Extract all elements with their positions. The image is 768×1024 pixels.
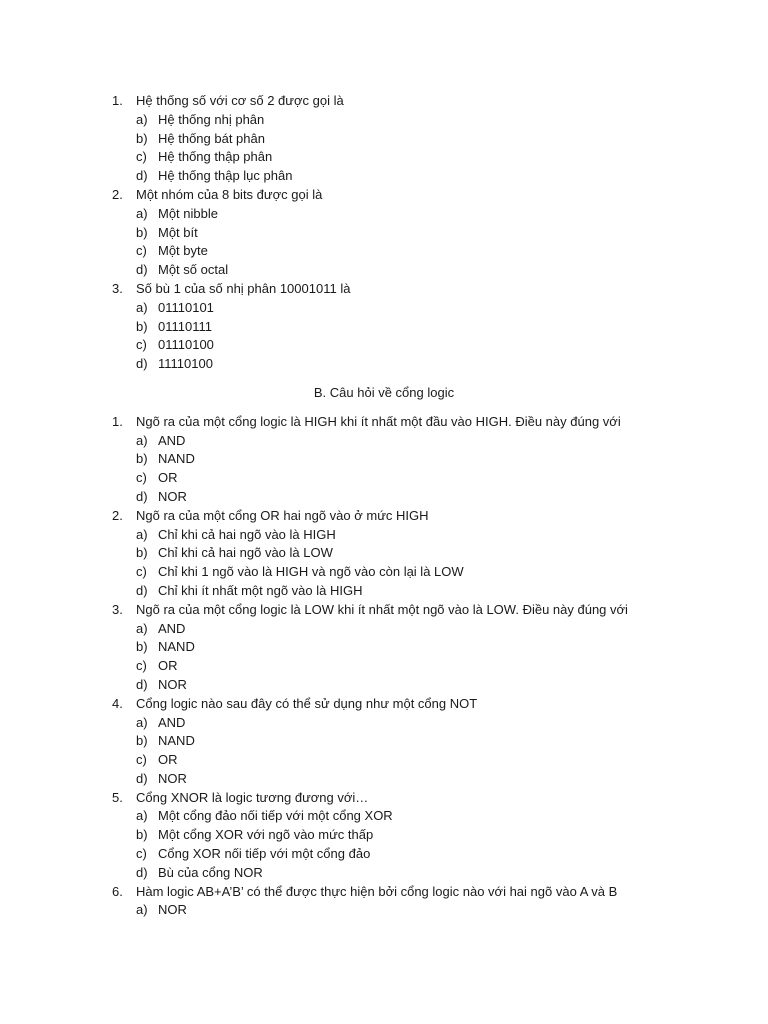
option-label: a): [136, 714, 148, 730]
answer-option: [0, 355, 768, 374]
answer-option: [0, 148, 768, 167]
answer-option: [0, 130, 768, 149]
option-label: a): [136, 432, 148, 448]
option-label: b): [136, 224, 148, 240]
option-text: NAND: [158, 639, 195, 655]
question-text: Ngõ ra của một cổng logic là HIGH khi ít nhất một đầu vào HIGH. Điều này đúng với: [136, 413, 621, 429]
option-label: a): [136, 526, 148, 542]
question-number: 4.: [112, 695, 123, 711]
option-label: c): [136, 752, 147, 768]
answer-option: [0, 638, 768, 657]
question-text: Cổng XNOR là logic tương đương với…: [136, 789, 369, 805]
answer-option: [0, 807, 768, 826]
option-text: OR: [158, 470, 178, 486]
answer-option: [0, 845, 768, 864]
option-label: b): [136, 733, 148, 749]
answer-option: [0, 432, 768, 451]
option-text: Chỉ khi 1 ngõ vào là HIGH và ngõ vào còn lại là LOW: [158, 564, 464, 580]
option-label: c): [136, 149, 147, 165]
option-text: Một byte: [158, 243, 208, 259]
question-number: 1.: [112, 93, 123, 108]
option-text: Chỉ khi ít nhất một ngõ vào là HIGH: [158, 582, 363, 598]
option-label: b): [136, 639, 148, 655]
option-text: NOR: [158, 488, 187, 504]
option-label: d): [136, 676, 148, 692]
answer-option: [0, 469, 768, 488]
option-label: a): [136, 620, 148, 636]
option-text: NOR: [158, 770, 187, 786]
option-text: AND: [158, 714, 186, 730]
question-number: 2.: [112, 507, 123, 523]
option-text: NOR: [158, 676, 187, 692]
question: [0, 883, 768, 902]
option-label: d): [136, 582, 148, 598]
question: [0, 789, 768, 808]
option-text: NAND: [158, 451, 195, 467]
option-text: NAND: [158, 733, 195, 749]
answer-option: [0, 450, 768, 469]
option-text: 11110100: [158, 356, 213, 372]
option-text: Hệ thống thập lục phân: [158, 168, 293, 184]
answer-option: [0, 167, 768, 186]
answer-option: [0, 563, 768, 582]
question-text: Cổng logic nào sau đây có thể sử dụng như một cổng NOT: [136, 695, 478, 711]
option-text: Một cổng đảo nối tiếp với một cổng XOR: [158, 808, 393, 824]
option-label: a): [136, 299, 148, 315]
option-label: d): [136, 356, 148, 372]
option-label: c): [136, 564, 147, 580]
question-number: 5.: [112, 789, 123, 805]
answer-option: [0, 299, 768, 318]
question-text: Số bù 1 của số nhị phân 10001011 là: [136, 280, 351, 296]
part-b-questions: [0, 413, 768, 921]
option-text: Một số octal: [158, 262, 229, 278]
option-label: d): [136, 168, 148, 184]
option-text: Hệ thống nhị phân: [158, 111, 265, 127]
document-content: [0, 92, 768, 920]
question-number: 3.: [112, 601, 123, 617]
answer-option: [0, 676, 768, 695]
answer-option: [0, 620, 768, 639]
option-text: Chỉ khi cả hai ngõ vào là LOW: [158, 545, 333, 561]
answer-option: [0, 544, 768, 563]
question-text: Một nhóm của 8 bits được gọi là: [136, 186, 323, 202]
option-text: Cổng XOR nối tiếp với một cổng đảo: [158, 846, 371, 862]
option-text: AND: [158, 620, 186, 636]
question-number: 6.: [112, 883, 123, 899]
answer-option: [0, 901, 768, 920]
option-label: a): [136, 902, 148, 918]
answer-option: [0, 318, 768, 337]
option-label: d): [136, 770, 148, 786]
option-text: Hệ thống thập phân: [158, 149, 273, 165]
option-text: Một bít: [158, 224, 198, 240]
option-text: AND: [158, 432, 186, 448]
answer-option: [0, 582, 768, 601]
question: [0, 280, 768, 299]
option-label: b): [136, 451, 148, 467]
question-number: 2.: [112, 186, 123, 202]
answer-option: [0, 111, 768, 130]
question-number: 1.: [112, 413, 123, 429]
question-text: Ngõ ra của một cổng logic là LOW khi ít nhất một ngõ vào là LOW. Điều này đúng với: [136, 601, 628, 617]
part-a-questions: [0, 92, 768, 374]
option-label: d): [136, 488, 148, 504]
option-label: c): [136, 846, 147, 862]
option-text: Hệ thống bát phân: [158, 130, 265, 146]
option-label: b): [136, 545, 148, 561]
option-text: Chỉ khi cả hai ngõ vào là HIGH: [158, 526, 336, 542]
answer-option: [0, 770, 768, 789]
question-text: Hàm logic AB+A’B’ có thể được thực hiện bởi cổng logic nào với hai ngõ vào A và B: [136, 883, 618, 899]
answer-option: [0, 242, 768, 261]
answer-option: [0, 261, 768, 280]
question: [0, 186, 768, 205]
answer-option: [0, 224, 768, 243]
option-text: Một cổng XOR với ngõ vào mức thấp: [158, 827, 374, 843]
answer-option: [0, 732, 768, 751]
answer-option: [0, 714, 768, 733]
question: [0, 695, 768, 714]
option-text: Bù của cổng NOR: [158, 864, 263, 880]
option-label: a): [136, 111, 148, 127]
option-label: c): [136, 470, 147, 486]
question-text: Ngõ ra của một cổng OR hai ngõ vào ở mức HIGH: [136, 507, 429, 523]
question-text: Hệ thống số với cơ số 2 được gọi là: [136, 93, 344, 108]
question: [0, 507, 768, 526]
option-label: b): [136, 130, 148, 146]
option-label: c): [136, 658, 147, 674]
answer-option: [0, 864, 768, 883]
answer-option: [0, 657, 768, 676]
option-label: a): [136, 808, 148, 824]
answer-option: [0, 751, 768, 770]
option-text: OR: [158, 752, 178, 768]
option-text: OR: [158, 658, 178, 674]
option-label: b): [136, 318, 148, 334]
option-text: Một nibble: [158, 205, 218, 221]
question: [0, 601, 768, 620]
question-number: 3.: [112, 280, 123, 296]
question: [0, 92, 768, 111]
option-label: c): [136, 243, 147, 259]
answer-option: [0, 826, 768, 845]
section-b-title: B. Câu hỏi về cổng logic: [313, 384, 455, 400]
option-text: 01110100: [158, 337, 214, 353]
option-text: NOR: [158, 902, 187, 918]
option-label: d): [136, 864, 148, 880]
answer-option: [0, 488, 768, 507]
option-label: a): [136, 205, 148, 221]
answer-option: [0, 336, 768, 355]
answer-option: [0, 205, 768, 224]
option-text: 01110101: [158, 299, 214, 315]
option-label: c): [136, 337, 147, 353]
option-label: d): [136, 262, 148, 278]
option-label: b): [136, 827, 148, 843]
question: [0, 413, 768, 432]
answer-option: [0, 526, 768, 545]
option-text: 01110111: [158, 318, 212, 334]
